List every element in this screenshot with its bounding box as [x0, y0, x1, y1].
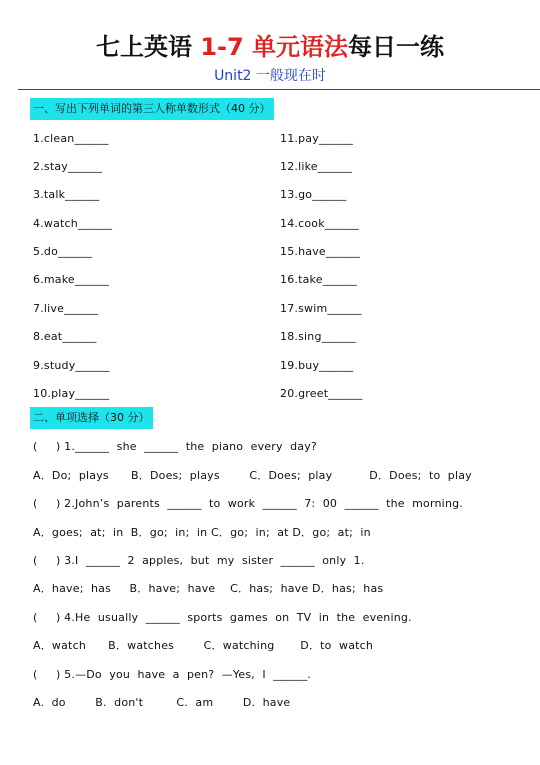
title-part-3: 每日一练: [348, 33, 445, 61]
vocab-item: 20.greet______: [280, 387, 363, 400]
vocab-item: 1.clean______: [33, 132, 109, 145]
vocab-item: 17.swim______: [280, 302, 362, 315]
question-stem: ( ) 4.He usually ______ sports games on TV in the evening.: [33, 611, 412, 624]
title-part-2: 1-7 单元语法: [200, 33, 349, 61]
answer-options: A. do B. don't C. am D. have: [33, 696, 291, 709]
answer-options: A．goes; at; in B．go; in; in C．go; in; at D．go; at; in: [33, 526, 371, 539]
answer-options: A．watch B．watches C．watching D．to watch: [33, 639, 374, 652]
vocab-item: 12.like______: [280, 160, 352, 173]
section-2-heading: 二、单项选择（30 分）: [30, 407, 153, 429]
vocab-item: 13.go______: [280, 188, 347, 201]
vocab-item: 8.eat______: [33, 330, 97, 343]
vocab-item: 18.sing______: [280, 330, 356, 343]
page-title: [0, 30, 540, 64]
subtitle: Unit2 一般现在时: [214, 68, 326, 84]
vocab-item: 16.take______: [280, 273, 357, 286]
vocab-item: 6.make______: [33, 273, 110, 286]
section-1-heading: 一、写出下列单词的第三人称单数形式（40 分）: [30, 98, 274, 120]
vocab-item: 19.buy______: [280, 359, 354, 372]
title-part-1: 七上英语: [95, 33, 201, 61]
answer-options: A．Do; plays B．Does; plays C．Does; play D．Does; to play: [33, 469, 472, 482]
vocab-item: 9.study______: [33, 359, 110, 372]
question-stem: ( ) 1.______ she ______ the piano every day?: [33, 440, 317, 453]
question-stem: ( ) 5.—Do you have a pen? —Yes, I ______.: [33, 668, 312, 681]
answer-options: A．have; has B．have; have C．has; have D．has; has: [33, 582, 384, 595]
vocab-item: 10.play______: [33, 387, 110, 400]
vocab-item: 7.live______: [33, 302, 99, 315]
vocab-item: 3.talk______: [33, 188, 100, 201]
question-stem: ( ) 3.I ______ 2 apples, but my sister ______ only 1.: [33, 554, 365, 567]
header-divider: [18, 89, 540, 90]
vocab-item: 14.cook______: [280, 217, 359, 230]
question-stem: ( ) 2.John’s parents ______ to work ______ 7: 00 ______ the morning.: [33, 497, 463, 510]
vocab-item: 2.stay______: [33, 160, 103, 173]
vocab-item: 5.do______: [33, 245, 93, 258]
vocab-item: 15.have______: [280, 245, 361, 258]
vocab-item: 4.watch______: [33, 217, 113, 230]
vocab-item: 11.pay______: [280, 132, 354, 145]
